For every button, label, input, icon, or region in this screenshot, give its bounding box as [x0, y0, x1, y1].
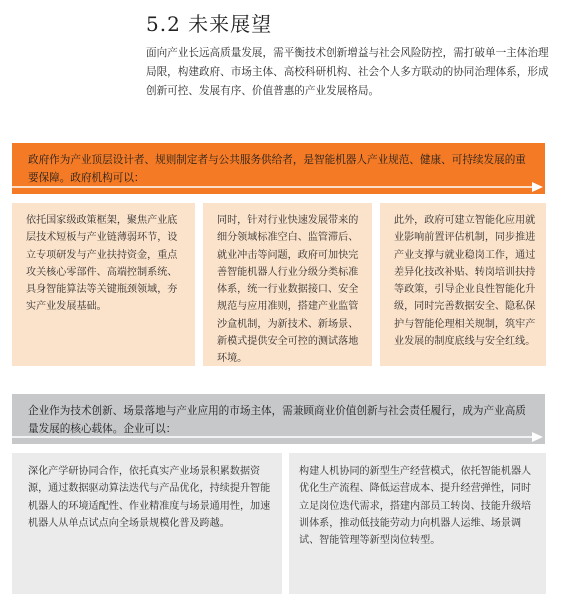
section-title: 5.2 未来展望	[146, 12, 273, 36]
arrow-right-icon	[12, 430, 545, 444]
enterprise-card-human-machine: 构建人机协同的新型生产经营模式，依托智能机器人优化生产流程、降低运营成本、提升经营弹性，同时立足岗位迭代需求，搭建内部员工转岗、技能升级培训体系，推动低技能劳动力向机器人运维、场景调试、智能管理等新型岗位转型。	[289, 453, 546, 594]
government-banner-text: 政府作为产业顶层设计者、规则制定者与公共服务供给者，是智能机器人产业规范、健康、可持续发展的重要保障。政府机构可以：	[28, 154, 526, 184]
arrow-right-icon	[12, 180, 545, 194]
enterprise-card-collaboration: 深化产学研协同合作，依托真实产业场景积累数据资源，通过数据驱动算法迭代与产品优化，持续提升智能机器人的环境适配性、作业精准度与场景通用性，加速机器人从单点试点向全场景规模化普及跨越。	[12, 453, 282, 594]
enterprise-banner	[12, 394, 545, 444]
government-banner	[12, 143, 545, 194]
government-card-standards: 同时，针对行业快速发展带来的细分领域标准空白、监管滞后、就业冲击等问题，政府可加快完善智能机器人行业分级分类标准体系，统一行业数据接口、安全规范与应用准则，搭建产业监管沙盒机制，为新技术、新场景、新模式提供安全可控的测试落地环境。	[203, 203, 372, 366]
section-intro: 面向产业长远高质量发展，需平衡技术创新增益与社会风险防控，需打破单一主体治理局限，构建政府、市场主体、高校科研机构、社会个人多方联动的协同治理体系，形成创新可控、发展有序、价值普惠的产业发展格局。	[146, 47, 549, 97]
government-card-funding: 依托国家级政策框架，聚焦产业底层技术短板与产业链薄弱环节，设立专项研发与产业扶持资金，重点攻关核心零部件、高端控制系统、具身智能算法等关键瓶颈领域，夯实产业发展基础。	[12, 203, 195, 366]
government-card-employment: 此外，政府可建立智能化应用就业影响前置评估机制，同步推进产业支撑与就业稳岗工作，通过差异化技改补贴、转岗培训扶持等政策，引导企业良性智能化升级，同时完善数据安全、隐私保护与智能伦理相关规制，筑牢产业发展的制度底线与安全红线。	[380, 203, 546, 366]
enterprise-banner-text: 企业作为技术创新、场景落地与产业应用的市场主体，需兼顾商业价值创新与社会责任履行，成为产业高质量发展的核心载体。企业可以：	[28, 405, 526, 435]
